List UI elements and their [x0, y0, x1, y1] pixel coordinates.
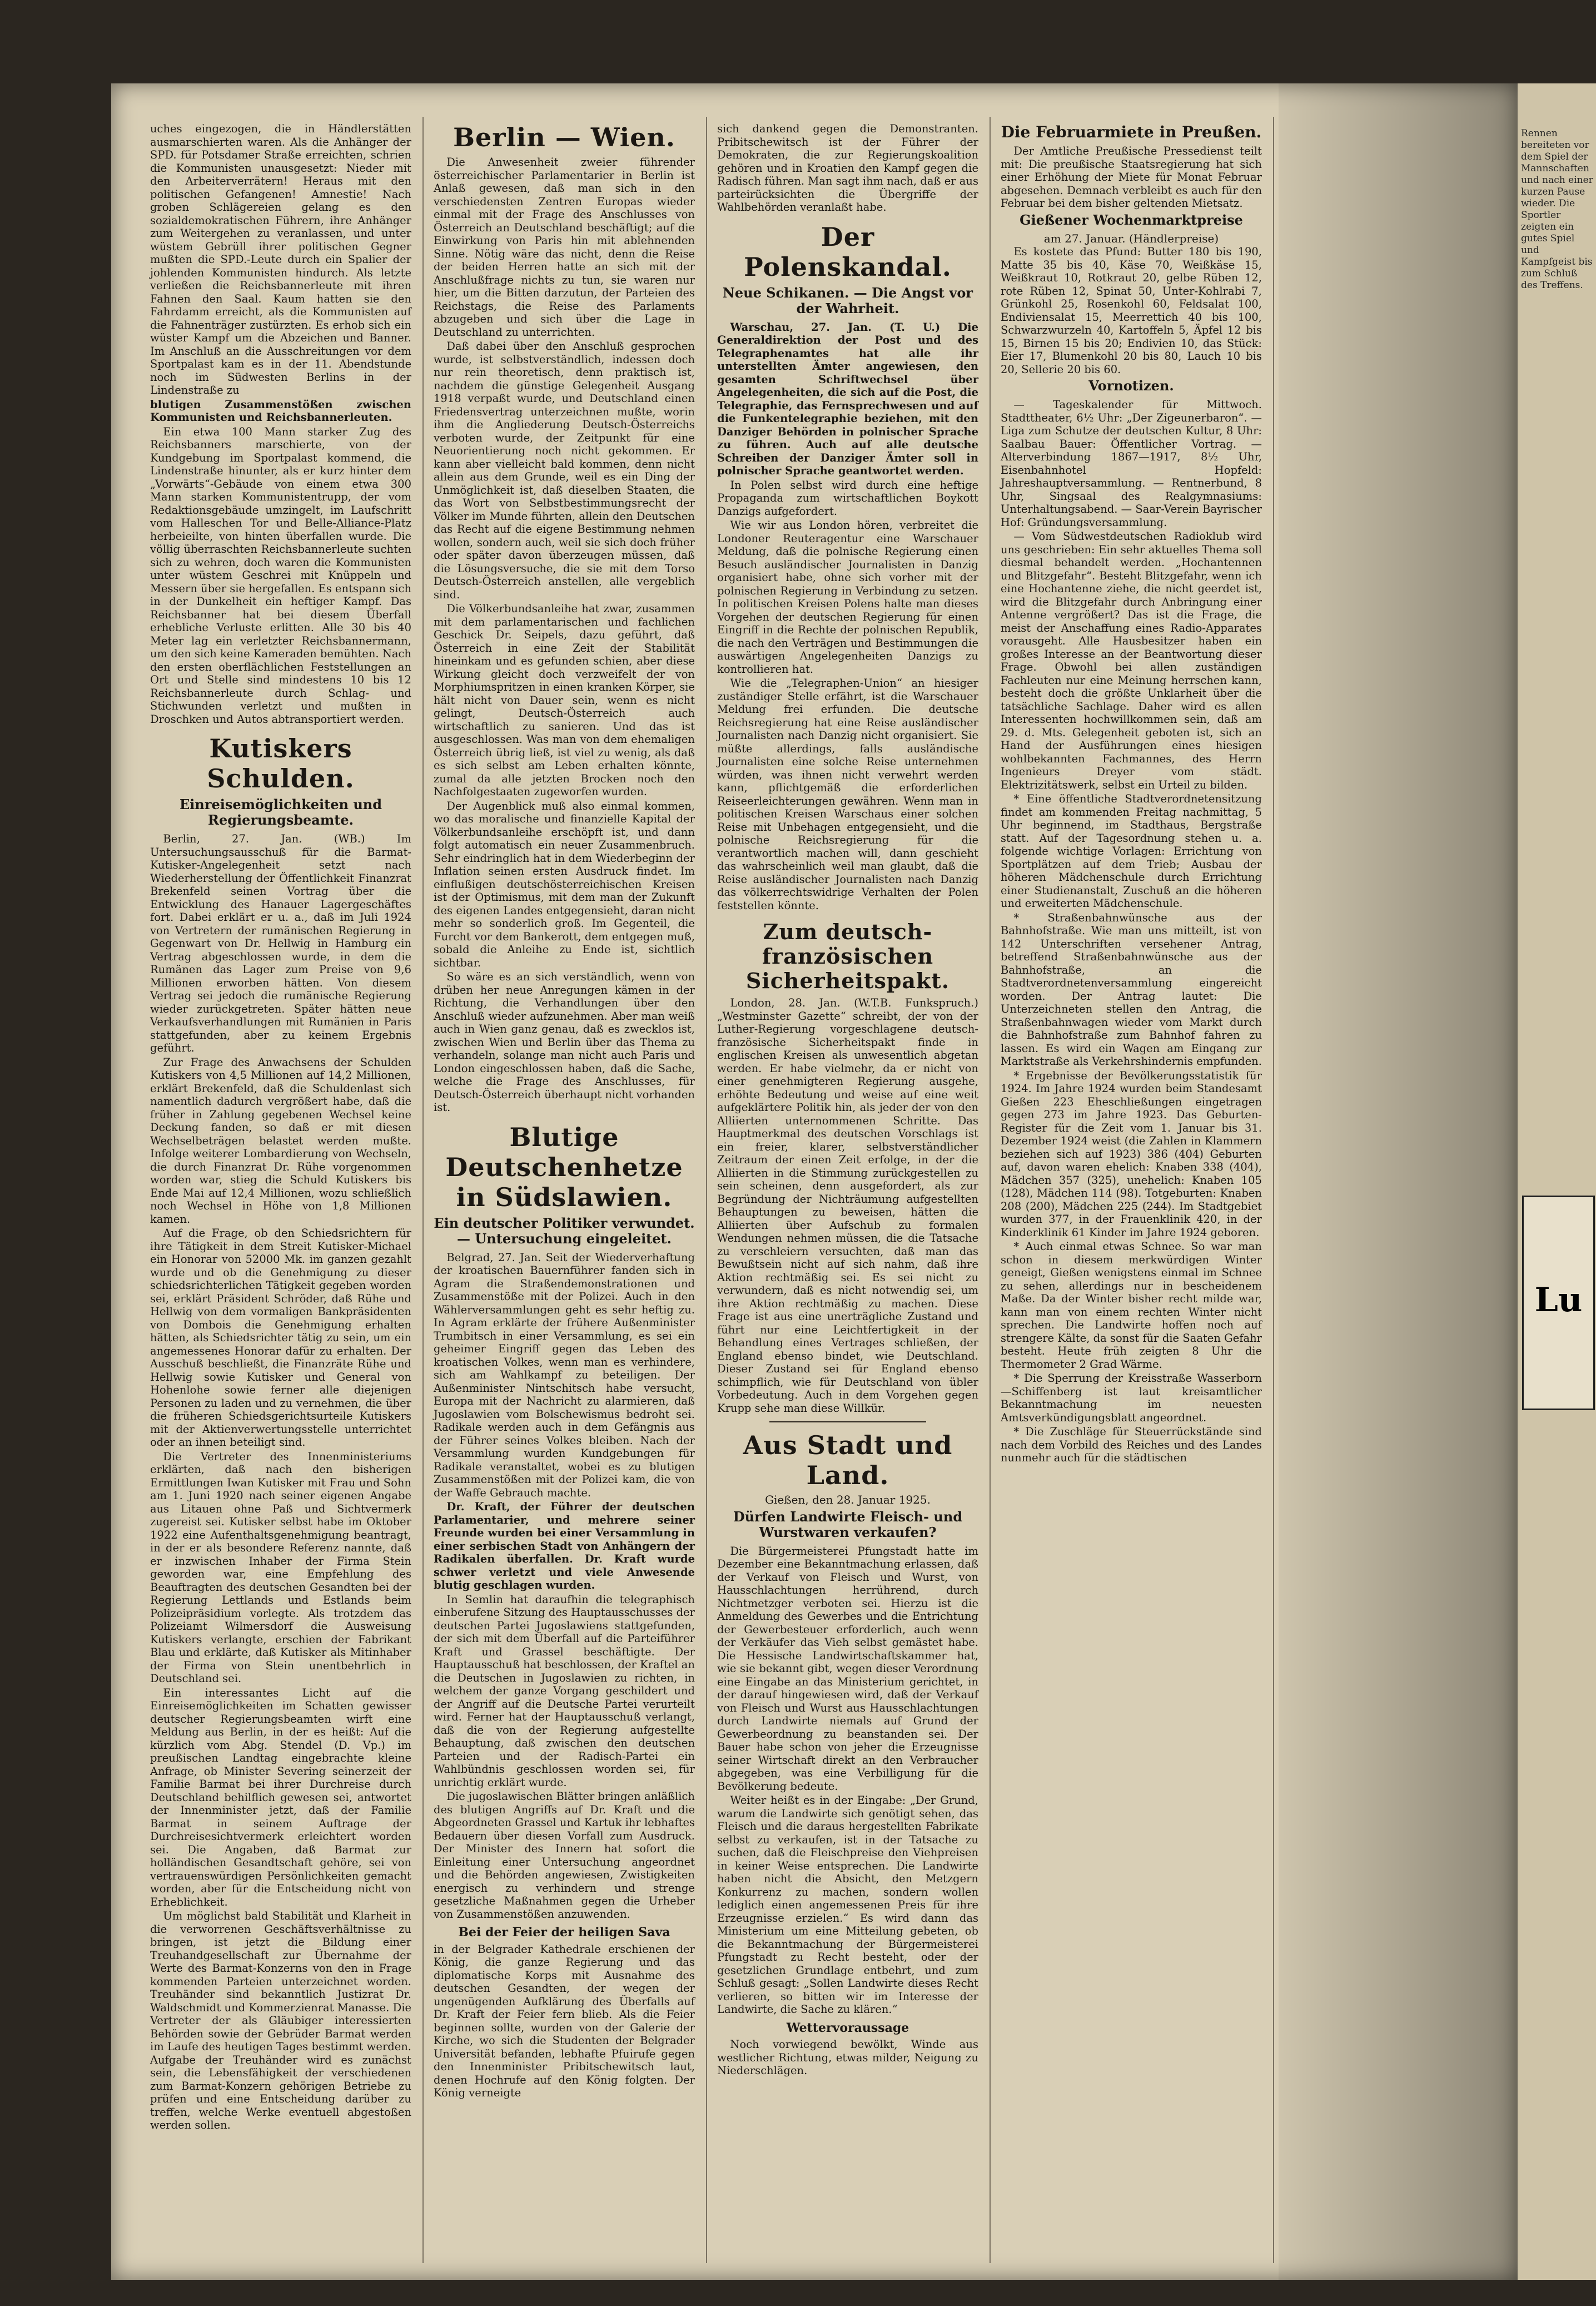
- article-paragraph: Die Bürgermeisterei Pfungstadt hatte im Dezember eine Bekanntmachung erlassen, daß der Verkauf von Fleisch und Wurst, von Hausschlachtungen herrührend, durch Nichtmetzger verboten sei. Hierzu ist die Anmeldung des Gewerbes und die Entrichtung der Gewerbesteuer erforderlich, auch wenn der Verkäufer das Vieh selbst gemästet habe. Die Hessische Landwirtschaftskammer hat, wie sie bekannt gibt, wegen dieser Verordnung eine Eingabe an das Ministerium gerichtet, in der darauf hingewiesen wird, daß der Verkauf von Fleisch und Wurst aus Hausschlachtungen durch Landwirte niemals auf Grund der Gewerbeordnung zu beanstanden sei. Der Bauer habe schon von jeher die Erzeugnisse seiner Wirtschaft direkt an den Verbraucher abgegeben, was eine Verbilligung für die Bevölkerung bedeute.: [717, 1544, 978, 1793]
- headline-februarmiete: Die Februarmiete in Preußen.: [1001, 123, 1262, 141]
- article-paragraph: Die Anwesenheit zweier führender österreichischer Parlamentarier in Berlin ist Anlaß gewesen, daß man sich in den verschiedensten Zentren Europas wieder einmal mit der Frage des Anschlusses von Österreich an Deutschland beschäftigt; auf die Einwirkung von Paris hin mit ablehnenden Sinne. Nötig wäre das nicht, denn die Reise der beiden Herren hatte an sich mit der Anschlußfrage nichts zu tun, sie waren nur hier, um die Bitten darzutun, der Parteien des Reichstags, die Reise des Parlaments abzugeben und sich über die Lage in Deutschland zu unterrichten.: [434, 156, 695, 339]
- article-paragraph: In Polen selbst wird durch eine heftige Propaganda zum wirtschaftlichen Boykott Danzigs aufgefordert.: [717, 478, 978, 518]
- headline-kutiskers: Kutiskers Schulden.: [207, 733, 355, 794]
- column-rule: [990, 117, 991, 2263]
- article-paragraph: * Ergebnisse der Bevölkerungsstatistik für 1924. Im Jahre 1924 wurden beim Standesamt Gießen 223 Eheschließungen eingetragen gegen 273 im Jahre 1923. Das Geburten-Register für die Zeit vom 1. Januar bis 31. Dezember 1924 weist (die Zahlen in Klammern beziehen sich auf 1923) 386 (404) Geburten auf, davon waren ehelich: Knaben 338 (404), Mädchen 357 (325), unehelich: Knaben 105 (128), Mädchen 114 (98). Totgeburten: Knaben 208 (200), Mädchen 225 (244). Im Stadtgebiet wurden 377, in der Frauenklinik 420, in der Kinderklinik 61 Kinder im Jahre 1924 geboren.: [1001, 1069, 1262, 1239]
- article-paragraph: in der Belgrader Kathedrale erschienen der König, die ganze Regierung und das diplomatische Korps mit Ausnahme des deutschen Gesandten, der wegen der ungenügenden Aufklärung des Überfalls auf Dr. Kraft der Feier fern blieb. Als die Feier beginnen sollte, wurden von der Galerie der Kirche, wo sich die Studenten der Belgrader Universität befanden, lebhafte Pfuirufe gegen den Innenminister Pribitschewitsch laut, denen Hochrufe auf den König folgten. Der König verneigte: [434, 1942, 695, 2099]
- article-paragraph: — Vom Südwestdeutschen Radioklub wird uns geschrieben: Ein sehr aktuelles Thema soll diesmal behandelt werden. „Hochantennen und Blitzgefahr“. Besteht Blitzgefahr, wenn ich eine Hochantenne ziehe, die nicht geerdet ist, wird die Blitzgefahr durch Anbringung einer Antenne vergrößert? Das ist die Frage, die meist der Anschaffung eines Radio-Apparates vorausgeht. Alle Hausbesitzer haben ein großes Interesse an der Beantwortung dieser Frage. Obwohl bei allen zuständigen Fachleuten nur eine Meinung herrschen kann, besteht doch die größte Unklarheit über die tatsächliche Sachlage. Daher wird es allen Interessenten hochwillkommen sein, daß am 29. d. Mts. Gelegenheit geboten ist, sich an Hand der Ausführungen eines hiesigen wohlbekannten Fachmannes, des Herrn Ingenieurs Dreyer vom städt. Elektrizitätswerk, selbst ein Urteil zu bilden.: [1001, 530, 1262, 791]
- article-paragraph: Der Augenblick muß also einmal kommen, wo das moralische und finanzielle Kapital der Völkerbundsanleihe erschöpft ist, und dann folgt automatisch ein neuer Zusammenbruch. Sehr eindringlich hat in dem Wiederbeginn der Inflation seinen ersten Ausdruck findet. Im einflußigen deutschösterreichischen Kreisen ist der Optimismus, mit dem man der Zukunft des eigenen Landes entgegensieht, daran nicht mehr so sonderlich groß. Im Gegenteil, die Furcht vor dem Bankerott, dem entgegen muß, sobald die Anleihe zu Ende ist, sichtlich sichtbar.: [434, 799, 695, 969]
- headline-stadt-land: Aus Stadt und Land.: [743, 1430, 953, 1490]
- section-divider: [769, 1421, 926, 1422]
- article-paragraph: Ein etwa 100 Mann starker Zug des Reichsbanners marschierte, von der Kundgebung im Sportpalast kommend, die Lindenstraße hinunter, als er kurz hinter dem „Vorwärts“-Gebäude von einem etwa 300 Mann starken Kommunistentrupp, der vom Redaktionsgebäude umzingelt, im Laufschritt vom Halleschen Tor und Belle-Alliance-Platz herbeieilte, von hinten überfallen wurde. Die völlig überraschten Reichsbannerleute suchten sich zu wehren, doch waren die Kommunisten unter wüstem Geschrei mit Knüppeln und Messern über sie hergefallen. Es entspann sich in der Dunkelheit ein heftiger Kampf. Das Reichsbanner hat bei diesem Überfall erhebliche Verluste erlitten. Alle 30 bis 40 Meter lag ein verletzter Reichsbannermann, um den sich keine Kameraden bemühten. Nach den ersten oberflächlichen Feststellungen an Ort und Stelle sind mindestens 10 bis 12 Reichsbannerleute durch Schlag- und Stichwunden verletzt und mußten in Droschken und Autos abtransportiert werden.: [150, 425, 412, 726]
- advertisement-text: Lu: [1534, 1281, 1583, 1320]
- subheadline-date: am 27. Januar. (Händlerpreise): [1043, 231, 1219, 245]
- adjacent-advertisement: [1522, 1196, 1595, 1410]
- article-paragraph: Die Völkerbundsanleihe hat zwar, zusammen mit dem parlamentarischen und fachlichen Geschick Dr. Seipels, dazu geführt, daß Österreich in eine Zeit der Stabilität hineinkam und es gefunden schien, aber diese Wirkung gleicht doch verzweifelt der von Morphiumspritzen in einen kranken Körper, sie hält nicht von Dauer sein, wenn es nicht gelingt, Deutsch-Österreich auch wirtschaftlich zu sanieren. Und das ist ausgeschlossen. Was man von dem ehemaligen Österreich übrig ließ, ist viel zu wenig, als daß es sich selbst am Leben erhalten könnte, zumal da alle jetzten Brocken noch den Nachfolgestaaten zugeworfen wurden.: [434, 602, 695, 798]
- section-subhead: Bei der Feier der heiligen Sava: [458, 1925, 670, 1940]
- newspaper-page: [111, 83, 1518, 2280]
- article-paragraph: Um möglichst bald Stabilität und Klarheit in die verworrenen Geschäftsverhältnisse zu bringen, ist jetzt die Bildung einer Treuhandgesellschaft zur Übernahme der Werte des Barmat-Konzerns von den in Frage kommenden Parteien unterzeichnet worden. Treuhänder sind bekanntlich Justizrat Dr. Waldschmidt und Kommerzienrat Manasse. Die Vertreter der als Gläubiger interessierten Behörden sowie der Gebrüder Barmat werden im Laufe des heutigen Tages bestimmt werden. Aufgabe der Treuhänder wird es zunächst sein, die Lebensfähigkeit der verschiedenen zum Barmat-Konzern gehörigen Betriebe zu prüfen und eine Entscheidung darüber zu treffen, welche Werke eventuell abgestoßen werden sollen.: [150, 1910, 411, 2131]
- article-paragraph: Die jugoslawischen Blätter bringen anläßlich des blutigen Angriffs auf Dr. Kraft und die Abgeordneten Grassel und Kartuk ihr lebhaftes Bedauern über diesen Vorfall zum Ausdruck. Der Minister des Innern hat sofort die Einleitung einer Untersuchung angeordnet und die Behörden angewiesen, Zwistigkeiten energisch zu verhindern und strenge gesetzliche Maßnahmen gegen die Urheber von Zusammenstößen anzuwenden.: [434, 1790, 695, 1921]
- article-paragraph: * Die Zuschläge für Steuerrückstände sind nach dem Vorbild des Reiches und des Landes nunmehr auch für die städtischen: [1001, 1425, 1262, 1464]
- article-paragraph: Weiter heißt es in der Eingabe: „Der Grund, warum die Landwirte sich genötigt sehen, das Fleisch und die daraus hergestellten Fabrikate selbst zu verkaufen, ist in der Tatsache zu suchen, daß die Fleischpreise den Viehpreisen in keiner Weise entsprechen. Die Landwirte haben nicht die Absicht, den Metzgern Konkurrenz zu machen, sondern wollen lediglich einen angemessenen Preis für ihre Erzeugnisse erzielen.“ Es wird dann das Ministerium um eine Mitteilung gebeten, ob die Bekanntmachung der Bürgermeisterei Pfungstadt zu Recht besteht, oder der gesetzlichen Grundlage entbehrt, und zum Schluß gesagt: „Sollen Landwirte dieses Recht verlieren, so bitten wir im Interesse der Landwirte, die Sache zu klären.“: [717, 1794, 978, 2016]
- article-paragraph: Wie wir aus London hören, verbreitet die Londoner Reuteragentur eine Warschauer Meldung, daß die polnische Regierung einen Besuch ausländischer Journalisten in Danzig organisiert habe, ohne sich vorher mit der polnischen Regierung in Verbindung zu setzen. In politischen Kreisen Polens halte man dieses Vorgehen der deutschen Regierung für einen Eingriff in die Rechte der polnischen Republik, die nach den Verträgen und Bestimmungen die auswärtigen Angelegenheiten Danzigs zu kontrollieren hat.: [717, 519, 978, 676]
- article-paragraph: Der Amtliche Preußische Pressedienst teilt mit: Die preußische Staatsregierung hat sich einer Erhöhung der Miete für Monat Februar abgesehen. Demnach verbleibt es auch für den Februar bei dem bisher geltenden Mietsatz.: [1001, 145, 1262, 210]
- subheadline: Einreisemöglichkeiten und Regierungsbeamte.: [179, 796, 382, 828]
- article-paragraph: So wäre es an sich verständlich, wenn von drüben her neue Anregungen kämen in der Richtung, die Verhandlungen über den Anschluß wieder aufzunehmen. Aber man weiß auch in Wien ganz genau, daß es zwecklos ist, zwischen Wien und Berlin über das Thema zu verhandeln, solange man nicht auch Paris und London eingeschlossen haben, daß die Sache, welche die Frage des Anschlusses, für Deutsch-Österreich überhaupt nicht vorhanden ist.: [434, 970, 695, 1114]
- column-4: [1001, 122, 1262, 1466]
- page-gutter-shadow: [1279, 83, 1518, 2280]
- subheadline: Dürfen Landwirte Fleisch- und Wurstwaren verkaufen?: [733, 1508, 963, 1540]
- column-1: [150, 122, 411, 2133]
- subheadline: Neue Schikanen. — Die Angst vor der Wahrheit.: [722, 284, 973, 316]
- article-paragraph: * Eine öffentliche Stadtverordnetensitzung findet am kommenden Freitag nachmittag, 5 Uhr beginnend, im Stadthaus, Bergstraße statt. Auf der Tagesordnung stehen u. a. folgende wichtige Vorlagen: Errichtung von Sportplätzen auf dem Trieb; Ausbau der höheren Mädchenschule durch Errichtung einer Studienanstalt, Zuschuß an die höheren und erweiterten Mädchenschule.: [1001, 792, 1262, 910]
- article-paragraph: Auf die Frage, ob den Schiedsrichtern für ihre Tätigkeit in dem Streit Kutisker-Michael ein Honorar von 52000 Mk. im ganzen gezahlt wurde und ob die Genehmigung zu dieser schiedsrichterlichen Tätigkeit gegeben worden sei, erklärt Präsident Schröder, daß Rühe und Hellwig von dem vormaligen Bankpräsidenten von Dombois die Genehmigung erhalten hätten, als Schiedsrichter tätig zu sein, um ein angemessenes Honorar dafür zu erhalten. Der Ausschuß beschließt, die Finanzräte Rühe und Hellwig sowie Kutisker und General von Hohenlohe sowie ferner alle diejenigen Personen zu laden und zu vernehmen, die über die früheren Schiedsgerichtsurteile Kutiskers mit der Aktienverwertungsstelle unterrichtet oder an ihnen beteiligt sind.: [150, 1227, 411, 1449]
- article-paragraph: * Straßenbahnwünsche aus der Bahnhofstraße. Wie man uns mitteilt, ist von 142 Unterschriften versehener Antrag, betreffend Straßenbahnwünsche aus der Bahnhofstraße, an die Stadtverordnetenversammlung eingereicht worden. Der Antrag lautet: Die Unterzeichneten stellen den Antrag, die Straßenbahnwagen wieder vom Markt durch die Bahnhofstraße zum Bahnhof fahren zu lassen. Es wird ein Wagen am Eingang zur Marktstraße als Verkehrshindernis empfunden.: [1001, 911, 1262, 1068]
- column-2: [434, 122, 695, 2101]
- article-paragraph: Ein interessantes Licht auf die Einreisemöglichkeiten im Schatten gewisser deutscher Regierungsbeamten wirft eine Meldung aus Berlin, in der es heißt: Auf die kürzlich vom Abg. Stendel (D. Vp.) im preußischen Landtag eingebrachte kleine Anfrage, ob Minister Severing seinerzeit der Familie Barmat bei ihrer Durchreise durch Deutschland behilflich gewesen sei, antwortet der Innenminister jetzt, daß der Familie Barmat in seinem Auftrage der Durchreisesichtvermerk erleichtert worden sei. Die Angaben, daß Barmat zur holländischen Gesandtschaft gehöre, sei von vertrauenswürdigen Persönlichkeiten gemacht worden, aber für die Entscheidung nicht von Erheblichkeit.: [150, 1686, 411, 1908]
- article-paragraph: Es kostete das Pfund: Butter 180 bis 190, Matte 35 bis 40, Käse 70, Weißkäse 15, Weißkraut 10, Rotkraut 20, gelbe Rüben 12, rote Rüben 12, Spinat 50, Unter-Kohlrabi 7, Grünkohl 25, Rosenkohl 60, Feldsalat 100, Endiviensalat 15, Meerrettich 40 bis 100, Schwarzwurzeln 40, Kartoffeln 5, Äpfel 12 bis 15, Birnen 15 bis 20; Endivien 10, das Stück: Eier 17, Blumenkohl 20 bis 80, Lauch 10 bis 20, Sellerie 20 bis 60.: [1001, 245, 1262, 376]
- article-paragraph: Zur Frage des Anwachsens der Schulden Kutiskers von 4,5 Millionen auf 14,2 Millionen, erklärt Brekenfeld, daß die Schuldenlast sich namentlich dadurch vergrößert habe, daß die früher in Zahlung gegebenen Wechsel keine Deckung fanden, so daß er mit diesen Wechselbeträgen belastet werden mußte. Infolge weiterer Lombardierung von Wechseln, die durch Finanzrat Dr. Rühe vorgenommen worden war, stieg die Schuld Kutiskers bis Ende Mai auf 12,4 Millionen, wozu schließlich noch Wechsel in Höhe von 1,8 Millionen kamen.: [150, 1055, 411, 1226]
- column-rule: [706, 117, 707, 2263]
- article-paragraph: * Auch einmal etwas Schnee. So war man schon in diesem merkwürdigen Winter geneigt, Gießen wenigstens einmal im Schnee zu sehen, allerdings nur in bescheidenem Maße. Da der Winter bisher recht milde war, kann man von einem rechten Winter nicht sprechen. Die Landwirte hoffen noch auf strengere Kälte, da sonst für die Saaten Gefahr besteht. Heute früh zeigten 8 Uhr die Thermometer 2 Grad Wärme.: [1001, 1240, 1262, 1371]
- headline-sicherheitspakt: Zum deutsch-französischen Sicherheitspakt.: [745, 919, 950, 993]
- article-paragraph: Daß dabei über den Anschluß gesprochen wurde, ist selbstverständlich, indessen doch nur rein theoretisch, denn praktisch ist, nachdem die günstige Gelegenheit Ausgang 1918 verpaßt wurde, und Deutschland einen Friedensvertrag unterzeichnen mußte, worin ihm die Angliederung Deutsch-Österreichs verboten wurde, der Zeitpunkt für eine Neuorientierung noch nicht gekommen. Er kann aber vielleicht bald kommen, denn nicht allein aus dem Grunde, weil es ein Ding der Unmöglichkeit ist, daß dieselben Staaten, die das Wort von Selbstbestimmungsrecht der Völker im Munde führten, allein den Deutschen das Recht auf die eigene Bestimmung nehmen wollen, sondern auch, weil sie sich doch früher oder später davon überzeugen müssen, daß die Lösungsversuche, die sie mit dem Torso Deutsch-Österreich anstellen, alle vergeblich sind.: [434, 340, 695, 601]
- headline-polenskandal: Der Polenskandal.: [744, 221, 952, 282]
- dateline: Gießen, den 28. Januar 1925.: [765, 1493, 931, 1506]
- article-intro: uches eingezogen, die in Händlerstätten ausmarschierten waren. Als die Anhänger der SPD. für Potsdamer Straße erreichten, schrien die Kommunisten unausgesetzt: Nieder mit den Arbeiterverrätern! Heraus mit den politischen Gefangenen! Amnestie! Nach groben Schlägereien gelang es den sozialdemokratischen Führern, ihre Anhänger zum Weitergehen zu veranlassen, und unter wüstem Gebrüll ihrer politischen Gegner mußten die SPD.-Leute durch ein Spalier der johlenden Kommunisten hindurch. Als letzte verließen die Reichsbannerleute mit ihren Fahnen den Saal. Kaum hatten sie den Fahrdamm erreicht, als die Kommunisten auf die Fahnenträger zustürzten. Es erhob sich ein wüster Kampf um die Abzeichen und Banner. Im Anschluß an die Ausschreitungen vor dem Sportpalast kam es in der 11. Abendstunde noch im Südwesten Berlins in der Lindenstraße zu: [150, 122, 411, 396]
- article-paragraph-bold: Dr. Kraft, der Führer der deutschen Parlamentarier, und mehrere seiner Freunde wurden bei einer Versammlung in einer serbischen Stadt von Anhängern der Radikalen überfallen. Dr. Kraft wurde schwer verletzt und viele Anwesende blutig geschlagen wurden.: [434, 1500, 695, 1591]
- adjacent-page-text: Rennen bereiteten vor dem Spiel der Mannschaften und nach einer kurzen Pause wieder. Die Sportler zeigten ein gutes Spiel und Kampfgeist bis zum Schluß des Treffens.: [1521, 128, 1593, 291]
- article-paragraph: Belgrad, 27. Jan. Seit der Wiederverhaftung der kroatischen Bauernführer fanden sich in Agram die Straßendemonstrationen und Zusammenstöße mit der Polizei. Auch in den Wählerversammlungen geht es sehr heftig zu. In Agram erklärte der frühere Außenminister Trumbitsch in einer Versammlung, es sei ein geheimer Eingriff gegen das Leben des kroatischen Volkes, wenn man es verhindere, sich am Wahlkampf zu beteiligen. Der Außenminister Nintschitsch habe versucht, Europa mit der Nachricht zu alarmieren, daß Jugoslawien vom Bolschewismus bedroht sei. Radikale werden auch in dem Gefängnis aus der Führer seines Volkes bleiben. Nach der Versammlung wurden Kundgebungen für Radikale veranstaltet, wobei es zu blutigen Zusammenstößen mit der Polizei kam, die von der Waffe Gebrauch machte.: [434, 1251, 695, 1499]
- article-intro: sich dankend gegen die Demonstranten. Pribitschewitsch ist der Führer der Demokraten, die zur Regierungskoalition gehören und in Kroatien den Kampf gegen die Radisch führen. Man sagt ihm nach, daß er aus parteirücksichten die Übergriffe der Wahlbehörden veranlaßt habe.: [717, 122, 978, 214]
- article-paragraph: Berlin, 27. Jan. (WB.) Im Untersuchungsausschuß für die Barmat-Kutisker-Angelegenheit setzt nach Wiederherstellung der Öffentlichkeit Finanzrat Brekenfeld seinen Vortrag über die Entwicklung des Hanauer Lagergeschäftes fort. Dabei erklärt er u. a., daß im Juli 1924 von Vertretern der rumänischen Regierung in Gegenwart von Dr. Hellwig in Hamburg ein Vertrag abgeschlossen wurde, in dem die Rumänen das Lager zum Preise von 9,6 Millionen erworben hätten. Von diesem Vertrag sei jedoch die rumänische Regierung wieder zurückgetreten. Später hätten neue Verkaufsverhandlungen mit Rumänien in Paris stattgefunden, aber zu keinem Ergebnis geführt.: [150, 832, 411, 1054]
- column-rule: [422, 117, 424, 2263]
- subheadline: Ein deutscher Politiker verwundet. — Untersuchung eingeleitet.: [434, 1214, 695, 1247]
- article-paragraph: — Tageskalender für Mittwoch. Stadttheater, 6½ Uhr: „Der Zigeunerbaron“. — Liga zum Schutze der deutschen Kultur, 8 Uhr: Saalbau Bauer: Öffentlicher Vortrag. — Alterverbindung 1867—1917, 8½ Uhr, Eisenbahnhotel Hopfeld: Jahreshauptversammlung. — Rentnerbund, 8 Uhr, Singsaal des Realgymnasiums: Unterhaltungsabend. — Saar-Verein Bayrischer Hof: Gründungsversammlung.: [1001, 398, 1262, 529]
- column-3: [717, 122, 978, 2079]
- article-paragraph: In Semlin hat daraufhin die telegraphisch einberufene Sitzung des Hauptausschusses der deutschen Partei Jugoslawiens stattgefunden, der sich mit dem Überfall auf die Parteiführer Kraft und Grassel beschäftigte. Der Hauptausschuß hat beschlossen, der Kraftel an die Deutschen in Jugoslawien zu richten, in welchem der ganze Vorgang geschildert und der Angriff auf die Deutsche Partei verurteilt wird. Ferner hat der Hauptausschuß verlangt, daß die von der Regierung aufgestellte Behauptung, daß zwischen den deutschen Parteien und der Radisch-Partei ein Wahlbündnis geschlossen worden sei, für unrichtig erklärt wurde.: [434, 1593, 695, 1789]
- article-paragraph: Noch vorwiegend bewölkt, Winde aus westlicher Richtung, etwas milder, Neigung zu Niederschlägen.: [717, 2038, 978, 2077]
- column-rule: [1273, 117, 1274, 2263]
- article-paragraph: London, 28. Jan. (W.T.B. Funkspruch.) „Westminster Gazette“ schreibt, der von der Luther-Regierung vorgeschlagene deutsch-französische Sicherheitspakt finde in englischen Kreisen als unwesentlich abgetan werden. Er habe vielmehr, da er nicht von einer genehmigteren Regierung ausgehe, erhöhte Bedeutung und weise auf eine weit aufgeklärtere Politik hin, als jeder der von den Alliierten unternommenen Schritte. Das Hauptmerkmal des deutschen Vorschlags ist ein freier, klarer, selbstverständlicher Zeitraum der einen Zeit erfolge, in der die Alliierten in die Stimmung zurückgestellen zu sein scheinen, denn ausgefordert, als zur Begründung der Nichträumung aufgestellten Behauptungen zu beweisen, hätten die Alliierten über Aufschub zu formalen Wendungen nehmen müssen, die die Tatsache zu verschleiern versuchten, daß man das Bewußtsein nicht auf sich nahm, daß ihre Aktion rechtmäßig sei. Es sei nicht zu verwundern, daß es nicht notwendig sei, um ihre Aktion rechtmäßig zu machen. Diese Frage ist aus eine unerträgliche Zustand und führt nur eine Leichtfertigkeit in der Behandlung eines Vertrages schließen, der England ebenso bindet, wie Deutschland. Dieser Zustand sei für England ebenso schimpflich, wie für Deutschland von übler Vorbedeutung. Auch in dem Vorgehen gegen Krupp sehe man diese Willkür.: [717, 996, 978, 1415]
- article-paragraph: Wie die „Telegraphen-Union“ an hiesiger zuständiger Stelle erfährt, ist die Warschauer Meldung frei erfunden. Die deutsche Reichsregierung hat eine Reise ausländischer Journalisten nach Danzig nicht organisiert. Sie müßte allerdings, falls ausländische Journalisten eine solche Reise unternehmen würden, was ihnen nicht verwehrt werden kann, pflichtgemäß die erforderlichen Reiseerleichterungen gewähren. Wenn man in politischen Kreisen Warschaus einer solchen Reise mit Unbehagen entgegensieht, und die polnische Reichsregierung für die verantwortlich machen will, dann geschieht das wahrscheinlich weil man glaubt, daß die Reise ausländischer Journalisten nach Danzig das völkerrechtswidrige Verhalten der Polen feststellen könnte.: [717, 677, 978, 912]
- section-subhead: Wettervoraussage: [786, 2020, 909, 2035]
- subheadline: Gießener Wochenmarktpreise: [1020, 211, 1243, 228]
- subheadline: Vornotizen.: [1088, 378, 1174, 394]
- adjacent-page-strip: [1518, 83, 1596, 2280]
- headline-deutschenhetze: Blutige Deutschenhetze in Südslawien.: [445, 1122, 683, 1212]
- article-paragraph-bold: Warschau, 27. Jan. (T. U.) Die Generaldirektion der Post und des Telegraphenamtes hat alle ihr unterstellten Ämter angewiesen, den gesamten Schriftwechsel über Angelegenheiten, die sich auf die Post, die Telegraphie, das Fernsprechwesen und auf die Funkentelegraphie beziehen, mit den Danziger Behörden in polnischer Sprache zu führen. Auch auf alle deutsche Schreiben der Danziger Ämter soll in polnischer Sprache geantwortet werden.: [717, 320, 978, 477]
- article-paragraph: * Die Sperrung der Kreisstraße Wasserborn—Schiffenberg ist laut kreisamtlicher Bekanntmachung im neuesten Amtsverkündigungsblatt angeordnet.: [1001, 1372, 1262, 1424]
- article-intro-bold: blutigen Zusammenstößen zwischen Kommunisten und Reichsbannerleuten.: [150, 398, 411, 424]
- article-paragraph: Die Vertreter des Innenministeriums erklärten, daß nach den bisherigen Ermittlungen Iwan Kutisker mit Frau und Sohn am 1. Juni 1920 nach seiner eigenen Angabe aus Litauen ohne Paß und Sichtvermerk zugereist sei. Kutisker selbst habe im Oktober 1922 eine Aufenthaltsgenehmigung beantragt, in der er als besondere Referenz nannte, daß er inzwischen Inhaber der Firma Stein geworden war, eine Empfehlung des Beauftragten des deutschen Gesandten bei der Regierung Lettlands und Estlands beim Polizeipräsidium vorlegte. Als trotzdem das Polizeiamt Wilmersdorf die Ausweisung Kutiskers verlangte, erschien der Fabrikant Blau und erklärte, daß Kutisker als Mitinhaber der Firma von Stein unentbehrlich in Deutschland sei.: [150, 1450, 411, 1685]
- headline-berlin-wien: Berlin — Wien.: [453, 122, 675, 152]
